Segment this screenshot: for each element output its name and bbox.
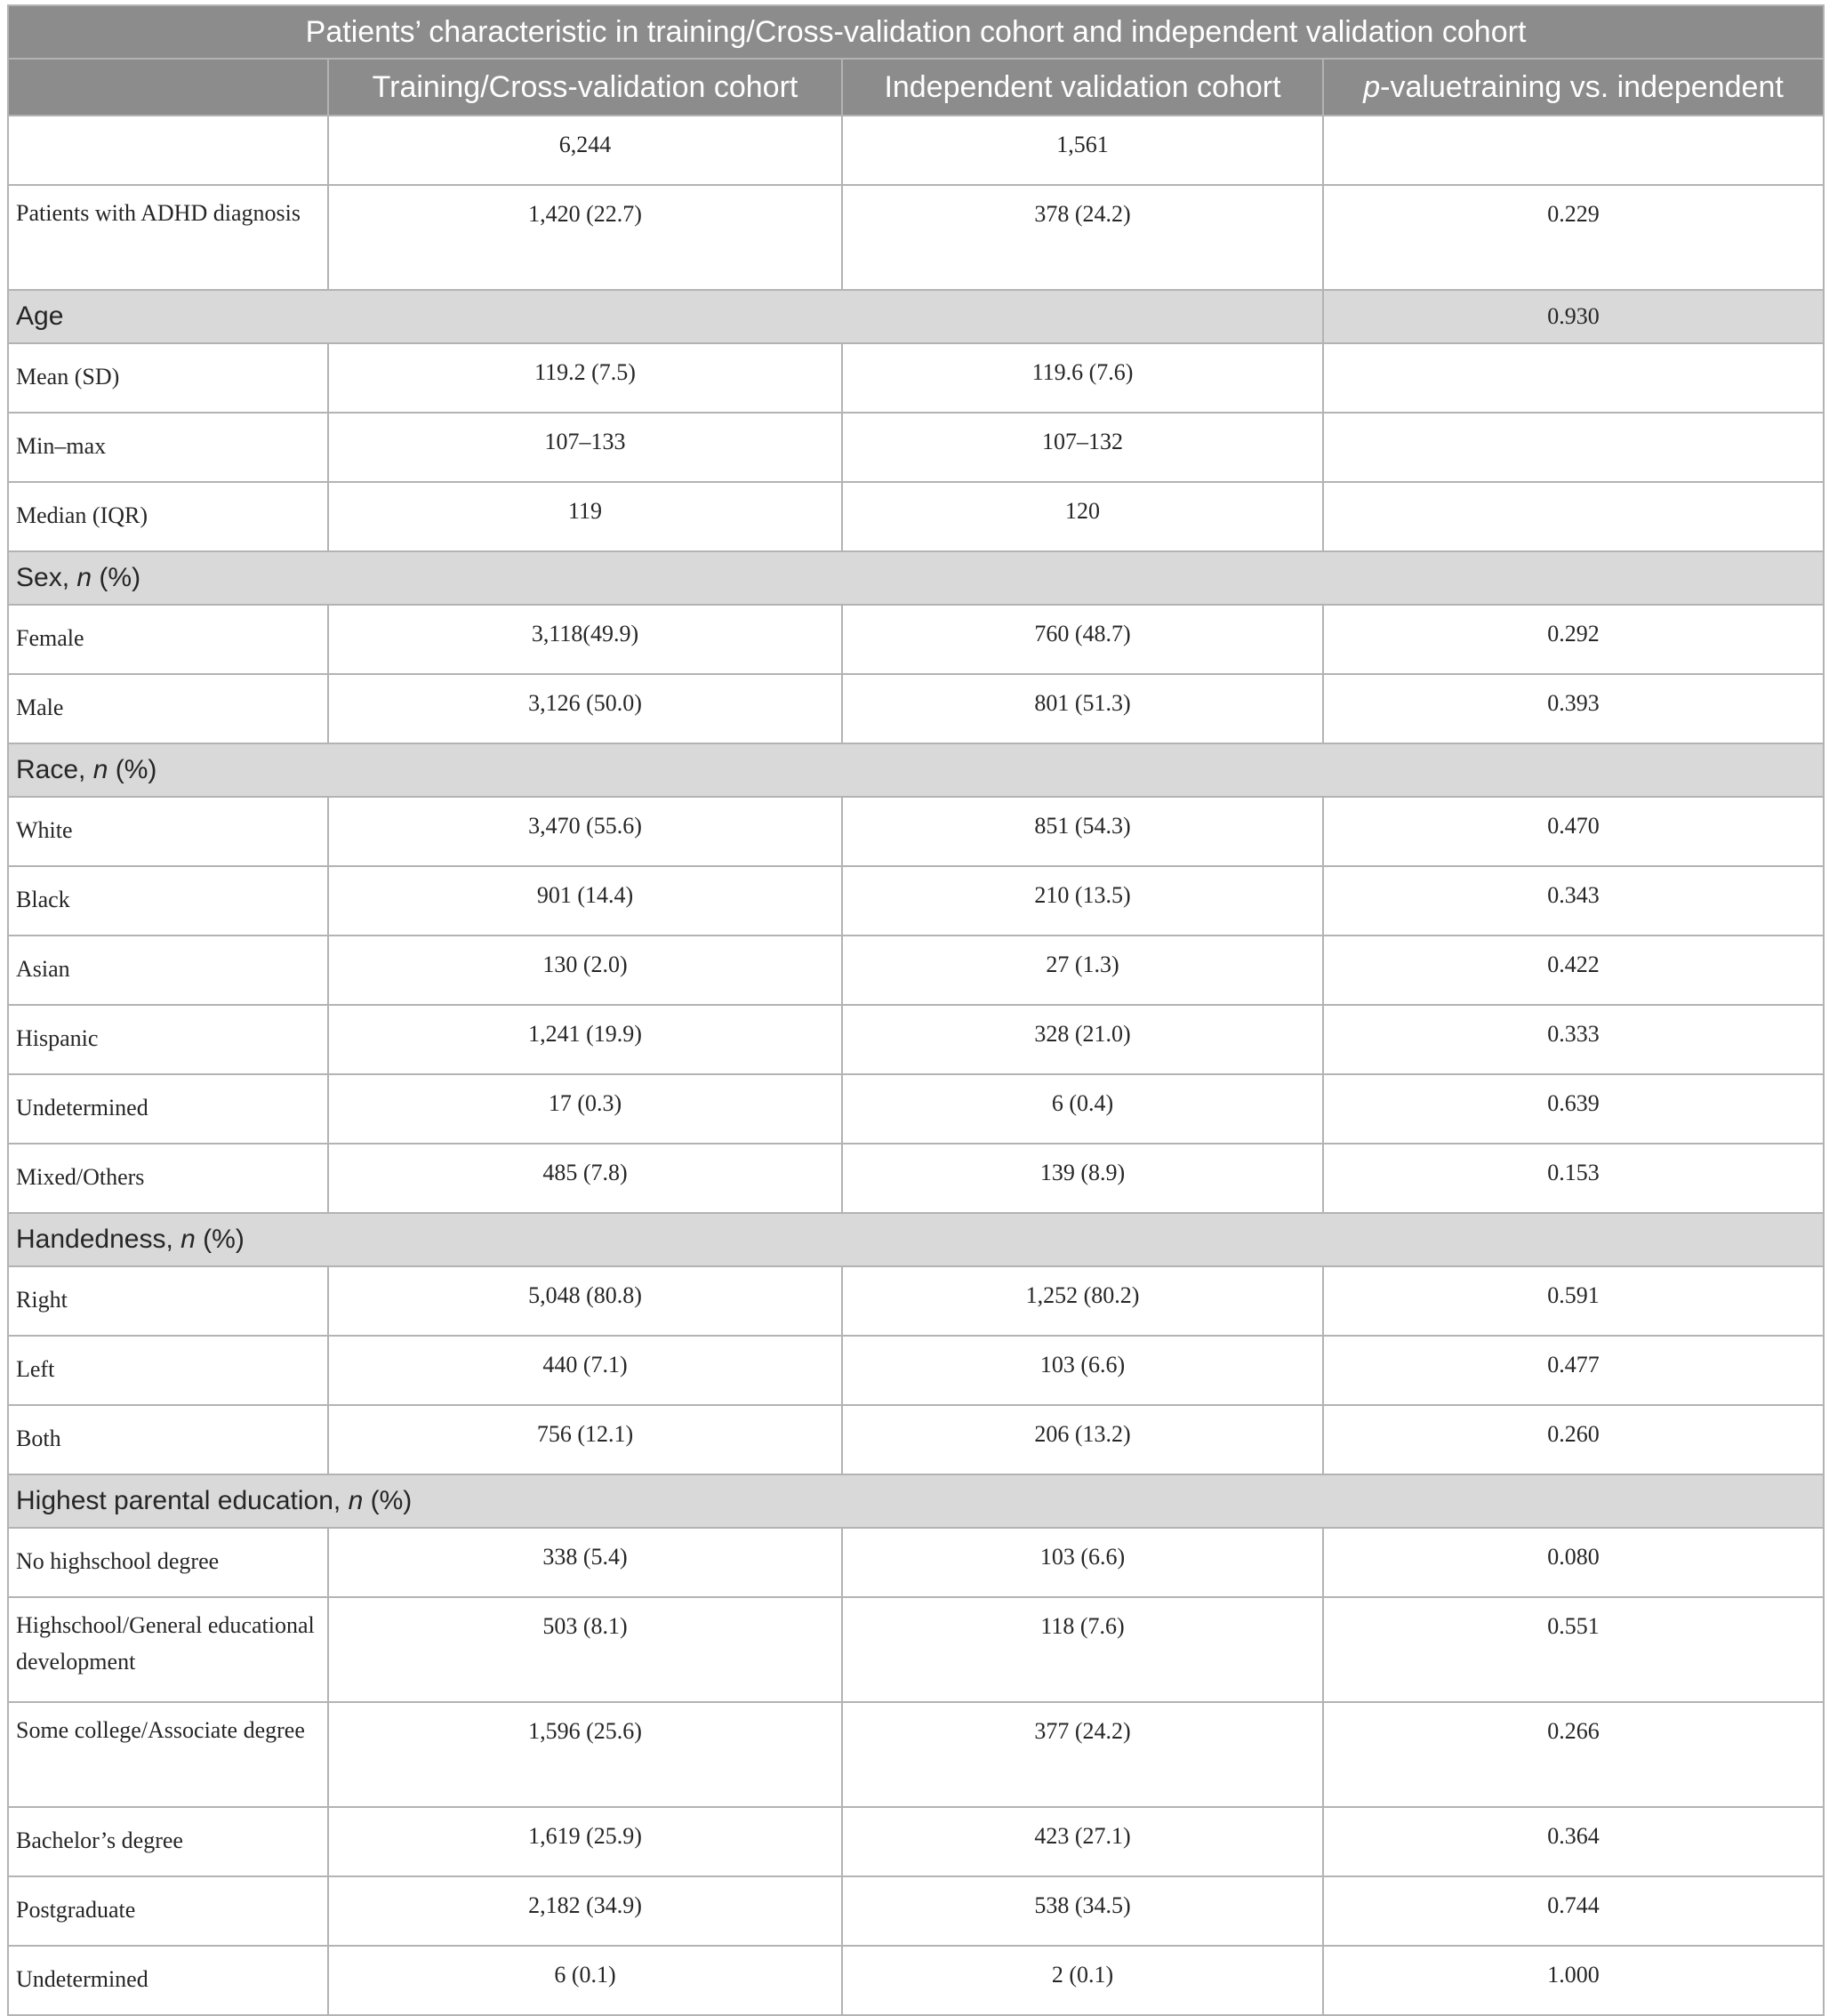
cell-independent: 139 (8.9) (842, 1144, 1323, 1213)
cell-independent: 6 (0.4) (842, 1074, 1323, 1144)
cell-p: 0.080 (1323, 1528, 1824, 1597)
table-row (8, 605, 1824, 674)
table-row (8, 1074, 1824, 1144)
cell-training: 6,244 (328, 116, 842, 185)
cell-p: 0.260 (1323, 1405, 1824, 1474)
cell-training: 1,420 (22.7) (328, 185, 842, 290)
cell-training: 6 (0.1) (328, 1946, 842, 2015)
row-label: Hispanic (8, 1005, 328, 1074)
cell-training: 756 (12.1) (328, 1405, 842, 1474)
age-rows (8, 343, 1824, 551)
row-label: Bachelor’s degree (8, 1807, 328, 1876)
cell-p: 0.744 (1323, 1876, 1824, 1946)
section-row-race (8, 743, 1824, 797)
cell-p: 0.639 (1323, 1074, 1824, 1144)
row-label: Mixed/Others (8, 1144, 328, 1213)
row-label: Asian (8, 936, 328, 1005)
section-suffix: (%) (108, 755, 157, 784)
row-label: Min–max (8, 413, 328, 482)
cell-independent: 328 (21.0) (842, 1005, 1323, 1074)
table-title-row (8, 5, 1824, 59)
table-row (8, 1702, 1824, 1807)
cell-p (1323, 413, 1824, 482)
row-label: Both (8, 1405, 328, 1474)
cell-independent: 760 (48.7) (842, 605, 1323, 674)
section-label-handedness (8, 1213, 1824, 1266)
cell-independent: 378 (24.2) (842, 185, 1323, 290)
section-text: Highest parental education, (16, 1486, 349, 1515)
cell-p: 0.477 (1323, 1336, 1824, 1405)
section-p-age: 0.930 (1323, 290, 1824, 343)
table-row (8, 1528, 1824, 1597)
cell-training: 1,241 (19.9) (328, 1005, 842, 1074)
cell-training: 440 (7.1) (328, 1336, 842, 1405)
section-italic: n (180, 1225, 196, 1254)
sex-rows (8, 605, 1824, 743)
section-suffix: (%) (195, 1225, 245, 1254)
section-suffix: (%) (363, 1486, 413, 1515)
table-row (8, 343, 1824, 413)
section-row-sex (8, 551, 1824, 605)
cell-p: 0.422 (1323, 936, 1824, 1005)
header-p-value (1323, 59, 1824, 116)
row-label: Postgraduate (8, 1876, 328, 1946)
cell-training: 1,596 (25.6) (328, 1702, 842, 1807)
cell-training: 5,048 (80.8) (328, 1266, 842, 1336)
cell-independent: 103 (6.6) (842, 1528, 1323, 1597)
section-label-age: Age (8, 290, 1323, 343)
cell-p: 0.343 (1323, 866, 1824, 936)
section-label-sex (8, 551, 1824, 605)
cell-independent: 1,561 (842, 116, 1323, 185)
patient-characteristics-table (7, 4, 1825, 2016)
cell-training: 107–133 (328, 413, 842, 482)
cell-p: 0.551 (1323, 1597, 1824, 1702)
header-empty (8, 59, 328, 116)
table-row (8, 1266, 1824, 1336)
table-row (8, 413, 1824, 482)
cell-independent: 801 (51.3) (842, 674, 1323, 743)
section-italic: n (348, 1486, 364, 1515)
cell-p: 0.591 (1323, 1266, 1824, 1336)
table-row (8, 1336, 1824, 1405)
row-label: Highschool/General educational development (8, 1597, 328, 1702)
cell-training: 3,118(49.9) (328, 605, 842, 674)
row-label: Left (8, 1336, 328, 1405)
cell-independent: 107–132 (842, 413, 1323, 482)
cell-p: 0.266 (1323, 1702, 1824, 1807)
cell-independent: 210 (13.5) (842, 866, 1323, 936)
section-text: Race, (16, 755, 93, 784)
table-row (8, 1144, 1824, 1213)
cell-training: 3,126 (50.0) (328, 674, 842, 743)
section-label-education (8, 1474, 1824, 1528)
header-p-italic: p (1363, 69, 1381, 104)
cell-independent: 103 (6.6) (842, 1336, 1323, 1405)
handedness-rows (8, 1266, 1824, 1474)
row-label: Undetermined (8, 1074, 328, 1144)
row-label: White (8, 797, 328, 866)
section-suffix: (%) (92, 563, 141, 592)
cell-training: 485 (7.8) (328, 1144, 842, 1213)
cell-training: 1,619 (25.9) (328, 1807, 842, 1876)
table-header-row (8, 59, 1824, 116)
section-row-handedness (8, 1213, 1824, 1266)
cell-independent: 538 (34.5) (842, 1876, 1323, 1946)
table-row (8, 936, 1824, 1005)
cell-independent: 27 (1.3) (842, 936, 1323, 1005)
section-italic: n (76, 563, 92, 592)
cell-p: 0.393 (1323, 674, 1824, 743)
row-label: Black (8, 866, 328, 936)
row-label: Some college/Associate degree (8, 1702, 328, 1807)
cell-p: 0.153 (1323, 1144, 1824, 1213)
row-label: No highschool degree (8, 1528, 328, 1597)
row-label: Mean (SD) (8, 343, 328, 413)
header-training: Training/Cross-validation cohort (328, 59, 842, 116)
row-label (8, 116, 328, 185)
table-row (8, 1876, 1824, 1946)
education-rows (8, 1528, 1824, 2015)
cell-p (1323, 116, 1824, 185)
header-independent: Independent validation cohort (842, 59, 1323, 116)
cell-p: 0.292 (1323, 605, 1824, 674)
cell-training: 119 (328, 482, 842, 551)
row-label: Right (8, 1266, 328, 1336)
cell-p: 1.000 (1323, 1946, 1824, 2015)
cell-independent: 1,252 (80.2) (842, 1266, 1323, 1336)
row-label: Patients with ADHD diagnosis (8, 185, 328, 290)
cell-training: 17 (0.3) (328, 1074, 842, 1144)
table-row (8, 797, 1824, 866)
row-label: Median (IQR) (8, 482, 328, 551)
section-row-education (8, 1474, 1824, 1528)
table-row (8, 866, 1824, 936)
table-row (8, 1597, 1824, 1702)
header-p-rest: -valuetraining vs. independent (1380, 69, 1784, 104)
section-label-race (8, 743, 1824, 797)
table-row (8, 1405, 1824, 1474)
cell-training: 2,182 (34.9) (328, 1876, 842, 1946)
race-rows (8, 797, 1824, 1213)
table-row (8, 1005, 1824, 1074)
row-label: Male (8, 674, 328, 743)
table-row-adhd (8, 185, 1824, 290)
cell-p (1323, 482, 1824, 551)
section-text: Sex, (16, 563, 77, 592)
cell-training: 338 (5.4) (328, 1528, 842, 1597)
cell-p: 0.470 (1323, 797, 1824, 866)
section-row-age (8, 290, 1824, 343)
table-row (8, 1807, 1824, 1876)
cell-p: 0.364 (1323, 1807, 1824, 1876)
row-label: Female (8, 605, 328, 674)
table-row (8, 1946, 1824, 2015)
cell-training: 503 (8.1) (328, 1597, 842, 1702)
cell-training: 901 (14.4) (328, 866, 842, 936)
cell-training: 119.2 (7.5) (328, 343, 842, 413)
table-row (8, 674, 1824, 743)
cell-p: 0.229 (1323, 185, 1824, 290)
cell-p: 0.333 (1323, 1005, 1824, 1074)
table-row (8, 482, 1824, 551)
cell-independent: 120 (842, 482, 1323, 551)
cell-independent: 423 (27.1) (842, 1807, 1323, 1876)
cell-independent: 119.6 (7.6) (842, 343, 1323, 413)
cell-independent: 377 (24.2) (842, 1702, 1323, 1807)
row-label: Undetermined (8, 1946, 328, 2015)
cell-independent: 2 (0.1) (842, 1946, 1323, 2015)
cell-training: 3,470 (55.6) (328, 797, 842, 866)
section-italic: n (92, 755, 108, 784)
cell-independent: 118 (7.6) (842, 1597, 1323, 1702)
section-text: Handedness, (16, 1225, 181, 1254)
cell-p (1323, 343, 1824, 413)
cell-training: 130 (2.0) (328, 936, 842, 1005)
cell-independent: 851 (54.3) (842, 797, 1323, 866)
cell-independent: 206 (13.2) (842, 1405, 1323, 1474)
table-row-n (8, 116, 1824, 185)
table-title: Patients’ characteristic in training/Cross-validation cohort and independent validation cohort (8, 5, 1824, 59)
